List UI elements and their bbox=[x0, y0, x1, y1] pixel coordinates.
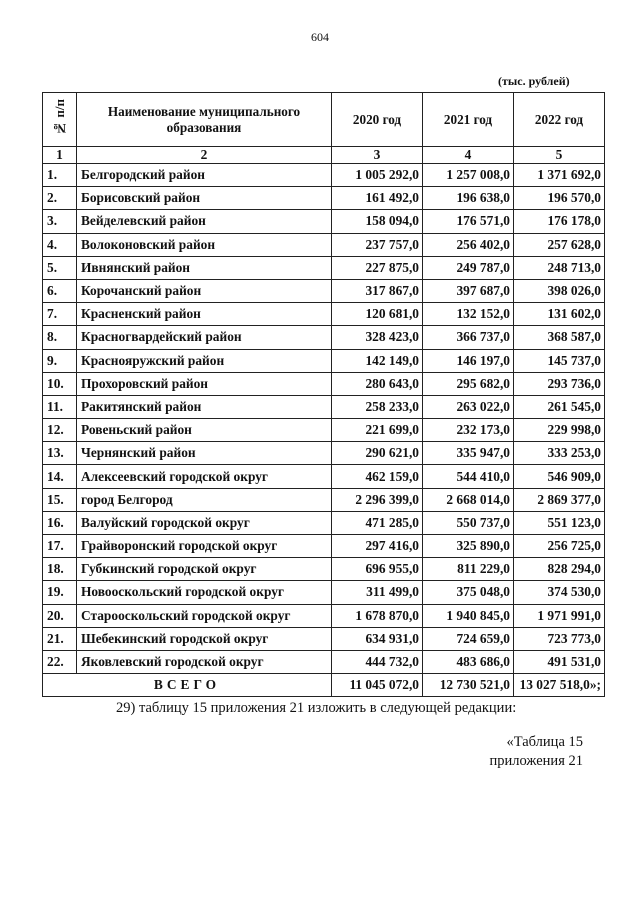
value-2021: 366 737,0 bbox=[423, 326, 514, 349]
value-2022: 1 971 991,0 bbox=[514, 604, 605, 627]
municipality-name: Борисовский район bbox=[77, 187, 332, 210]
value-2022: 257 628,0 bbox=[514, 233, 605, 256]
index-cell: 4 bbox=[423, 147, 514, 164]
value-2022: 374 530,0 bbox=[514, 581, 605, 604]
table-row bbox=[43, 164, 605, 187]
value-2022: 546 909,0 bbox=[514, 465, 605, 488]
municipality-name: Старооскольский городской округ bbox=[77, 604, 332, 627]
value-2020: 161 492,0 bbox=[332, 187, 423, 210]
units-label: (тыс. рублей) bbox=[498, 74, 570, 88]
municipality-name: Грайворонский городской округ bbox=[77, 535, 332, 558]
value-2021: 263 022,0 bbox=[423, 395, 514, 418]
table-row bbox=[43, 650, 605, 673]
value-2021: 325 890,0 bbox=[423, 535, 514, 558]
value-2021: 1 257 008,0 bbox=[423, 164, 514, 187]
table-row bbox=[43, 187, 605, 210]
value-2021: 256 402,0 bbox=[423, 233, 514, 256]
table-row bbox=[43, 581, 605, 604]
row-number: 10. bbox=[43, 372, 77, 395]
table-caption bbox=[490, 733, 583, 771]
total-row bbox=[43, 674, 605, 697]
header-2022: 2022 год bbox=[514, 93, 605, 147]
header-name: Наименование муниципального образования bbox=[77, 93, 332, 147]
table-row bbox=[43, 395, 605, 418]
total-2020: 11 045 072,0 bbox=[332, 674, 423, 697]
table-row bbox=[43, 279, 605, 302]
municipality-name: Ровеньский район bbox=[77, 419, 332, 442]
value-2021: 132 152,0 bbox=[423, 303, 514, 326]
table-row bbox=[43, 465, 605, 488]
value-2022: 551 123,0 bbox=[514, 511, 605, 534]
row-number: 5. bbox=[43, 256, 77, 279]
municipality-name: город Белгород bbox=[77, 488, 332, 511]
municipality-name: Красногвардейский район bbox=[77, 326, 332, 349]
table-row bbox=[43, 558, 605, 581]
municipality-name: Чернянский район bbox=[77, 442, 332, 465]
header-2021: 2021 год bbox=[423, 93, 514, 147]
value-2021: 375 048,0 bbox=[423, 581, 514, 604]
value-2022: 293 736,0 bbox=[514, 372, 605, 395]
value-2020: 237 757,0 bbox=[332, 233, 423, 256]
value-2022: 248 713,0 bbox=[514, 256, 605, 279]
budget-table bbox=[42, 92, 605, 697]
value-2022: 131 602,0 bbox=[514, 303, 605, 326]
row-number: 1. bbox=[43, 164, 77, 187]
value-2021: 550 737,0 bbox=[423, 511, 514, 534]
municipality-name: Прохоровский район bbox=[77, 372, 332, 395]
value-2021: 397 687,0 bbox=[423, 279, 514, 302]
row-number: 12. bbox=[43, 419, 77, 442]
row-number: 9. bbox=[43, 349, 77, 372]
value-2022: 2 869 377,0 bbox=[514, 488, 605, 511]
value-2021: 146 197,0 bbox=[423, 349, 514, 372]
value-2022: 196 570,0 bbox=[514, 187, 605, 210]
value-2022: 145 737,0 bbox=[514, 349, 605, 372]
row-number: 19. bbox=[43, 581, 77, 604]
value-2021: 2 668 014,0 bbox=[423, 488, 514, 511]
value-2020: 317 867,0 bbox=[332, 279, 423, 302]
municipality-name: Корочанский район bbox=[77, 279, 332, 302]
value-2020: 328 423,0 bbox=[332, 326, 423, 349]
row-number: 7. bbox=[43, 303, 77, 326]
row-number: 8. bbox=[43, 326, 77, 349]
table-row bbox=[43, 604, 605, 627]
table-row bbox=[43, 535, 605, 558]
value-2020: 462 159,0 bbox=[332, 465, 423, 488]
municipality-name: Красненский район bbox=[77, 303, 332, 326]
index-row bbox=[43, 147, 605, 164]
total-2022: 13 027 518,0»; bbox=[514, 674, 605, 697]
header-2020: 2020 год bbox=[332, 93, 423, 147]
row-number: 22. bbox=[43, 650, 77, 673]
value-2020: 634 931,0 bbox=[332, 627, 423, 650]
index-cell: 5 bbox=[514, 147, 605, 164]
municipality-name: Яковлевский городской округ bbox=[77, 650, 332, 673]
value-2022: 176 178,0 bbox=[514, 210, 605, 233]
table-row bbox=[43, 488, 605, 511]
value-2020: 290 621,0 bbox=[332, 442, 423, 465]
header-row bbox=[43, 93, 605, 147]
row-number: 20. bbox=[43, 604, 77, 627]
table-row bbox=[43, 511, 605, 534]
municipality-name: Губкинский городской округ bbox=[77, 558, 332, 581]
municipality-name: Новооскольский городской округ bbox=[77, 581, 332, 604]
value-2020: 142 149,0 bbox=[332, 349, 423, 372]
value-2022: 491 531,0 bbox=[514, 650, 605, 673]
row-number: 3. bbox=[43, 210, 77, 233]
value-2020: 227 875,0 bbox=[332, 256, 423, 279]
value-2021: 811 229,0 bbox=[423, 558, 514, 581]
value-2020: 444 732,0 bbox=[332, 650, 423, 673]
header-no: № п/п bbox=[43, 93, 77, 147]
row-number: 15. bbox=[43, 488, 77, 511]
value-2020: 120 681,0 bbox=[332, 303, 423, 326]
value-2021: 295 682,0 bbox=[423, 372, 514, 395]
value-2021: 483 686,0 bbox=[423, 650, 514, 673]
value-2020: 1 678 870,0 bbox=[332, 604, 423, 627]
value-2020: 311 499,0 bbox=[332, 581, 423, 604]
municipality-name: Ракитянский район bbox=[77, 395, 332, 418]
value-2022: 398 026,0 bbox=[514, 279, 605, 302]
total-label: ВСЕГО bbox=[43, 674, 332, 697]
municipality-name: Вейделевский район bbox=[77, 210, 332, 233]
municipality-name: Краснояружский район bbox=[77, 349, 332, 372]
caption-line-2: приложения 21 bbox=[489, 753, 583, 769]
value-2021: 724 659,0 bbox=[423, 627, 514, 650]
row-number: 17. bbox=[43, 535, 77, 558]
row-number: 2. bbox=[43, 187, 77, 210]
municipality-name: Белгородский район bbox=[77, 164, 332, 187]
page-number: 604 bbox=[311, 30, 329, 44]
value-2020: 1 005 292,0 bbox=[332, 164, 423, 187]
total-2021: 12 730 521,0 bbox=[423, 674, 514, 697]
value-2020: 258 233,0 bbox=[332, 395, 423, 418]
value-2020: 221 699,0 bbox=[332, 419, 423, 442]
value-2021: 1 940 845,0 bbox=[423, 604, 514, 627]
row-number: 21. bbox=[43, 627, 77, 650]
municipality-name: Ивнянский район bbox=[77, 256, 332, 279]
value-2021: 335 947,0 bbox=[423, 442, 514, 465]
index-cell: 2 bbox=[77, 147, 332, 164]
row-number: 11. bbox=[43, 395, 77, 418]
value-2020: 280 643,0 bbox=[332, 372, 423, 395]
value-2021: 232 173,0 bbox=[423, 419, 514, 442]
value-2022: 229 998,0 bbox=[514, 419, 605, 442]
amendment-paragraph: 29) таблицу 15 приложения 21 изложить в следующей редакции: bbox=[116, 700, 517, 716]
value-2020: 158 094,0 bbox=[332, 210, 423, 233]
municipality-name: Валуйский городской округ bbox=[77, 511, 332, 534]
table-row bbox=[43, 372, 605, 395]
row-number: 14. bbox=[43, 465, 77, 488]
caption-line-1: «Таблица 15 bbox=[506, 734, 583, 750]
value-2021: 196 638,0 bbox=[423, 187, 514, 210]
table-row bbox=[43, 256, 605, 279]
value-2020: 696 955,0 bbox=[332, 558, 423, 581]
table-row bbox=[43, 627, 605, 650]
value-2021: 249 787,0 bbox=[423, 256, 514, 279]
index-cell: 3 bbox=[332, 147, 423, 164]
value-2020: 2 296 399,0 bbox=[332, 488, 423, 511]
table-row bbox=[43, 442, 605, 465]
value-2022: 256 725,0 bbox=[514, 535, 605, 558]
value-2022: 261 545,0 bbox=[514, 395, 605, 418]
value-2020: 471 285,0 bbox=[332, 511, 423, 534]
value-2022: 1 371 692,0 bbox=[514, 164, 605, 187]
value-2021: 176 571,0 bbox=[423, 210, 514, 233]
index-cell: 1 bbox=[43, 147, 77, 164]
value-2022: 723 773,0 bbox=[514, 627, 605, 650]
row-number: 16. bbox=[43, 511, 77, 534]
table-row bbox=[43, 233, 605, 256]
table-row bbox=[43, 326, 605, 349]
municipality-name: Алексеевский городской округ bbox=[77, 465, 332, 488]
row-number: 6. bbox=[43, 279, 77, 302]
municipality-name: Волоконовский район bbox=[77, 233, 332, 256]
value-2022: 828 294,0 bbox=[514, 558, 605, 581]
row-number: 13. bbox=[43, 442, 77, 465]
row-number: 18. bbox=[43, 558, 77, 581]
value-2020: 297 416,0 bbox=[332, 535, 423, 558]
value-2022: 368 587,0 bbox=[514, 326, 605, 349]
table-row bbox=[43, 303, 605, 326]
municipality-name: Шебекинский городской округ bbox=[77, 627, 332, 650]
value-2022: 333 253,0 bbox=[514, 442, 605, 465]
value-2021: 544 410,0 bbox=[423, 465, 514, 488]
row-number: 4. bbox=[43, 233, 77, 256]
table-row bbox=[43, 210, 605, 233]
table-row bbox=[43, 349, 605, 372]
table-row bbox=[43, 419, 605, 442]
